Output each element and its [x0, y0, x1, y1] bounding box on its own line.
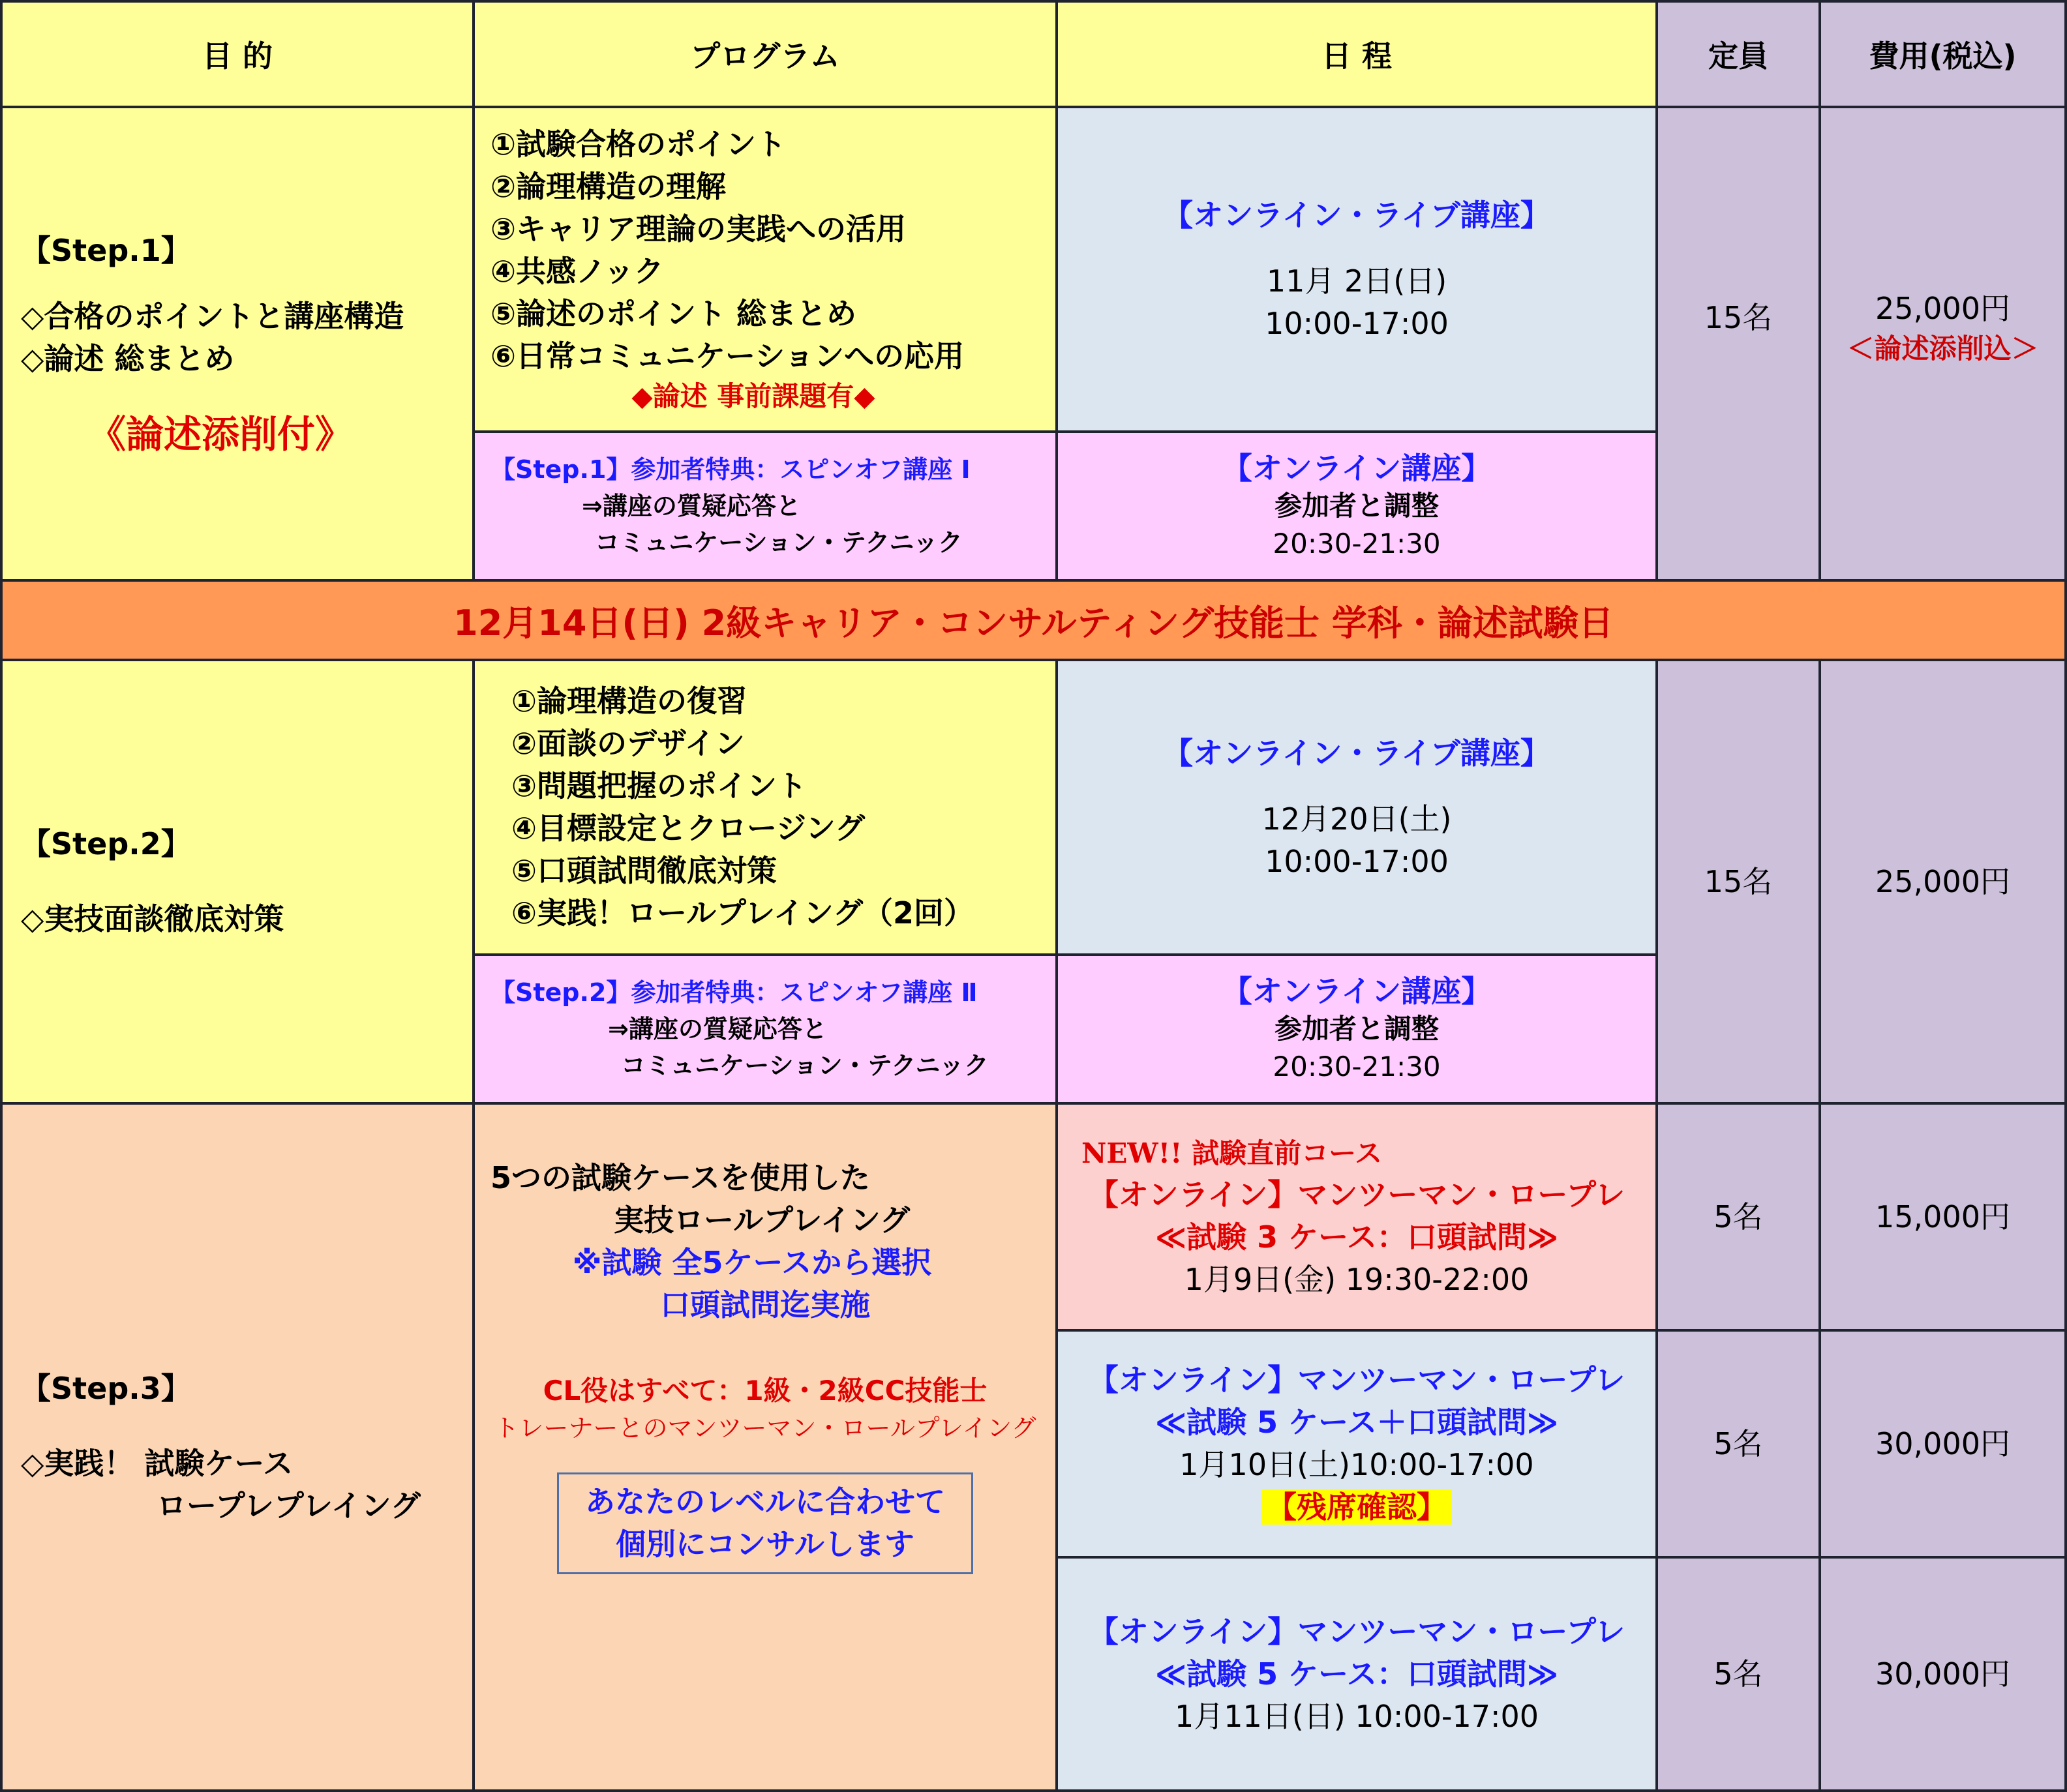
step1-purpose-cell [0, 106, 475, 582]
step3-session-3 [1055, 1556, 1658, 1792]
step3-purpose-cell [0, 1102, 475, 1792]
program-note: 口頭試問迄実施 [660, 1287, 870, 1322]
session-1-fee [1818, 1102, 2067, 1332]
step1-highlight: 《論述添削付》 [87, 411, 353, 456]
program-line: 実技ロールプレイング [613, 1202, 911, 1238]
step2-program-cell [472, 659, 1058, 956]
spinoff-title: 【Step.2】参加者特典：スピンオフ講座 Ⅱ [490, 978, 978, 1007]
program-item: ⑥日常コミュニケーションへの応用 [490, 338, 965, 374]
exam-date-banner [0, 579, 2067, 661]
step1-capacity [1655, 106, 1821, 582]
program-item: ⑤論述のポイント 総まとめ [490, 296, 856, 331]
header-program: プログラム [472, 0, 1058, 108]
step2-title: 【Step.2】 [21, 826, 191, 861]
spinoff-line: ⇒講座の質疑応答と [608, 1015, 827, 1043]
session-3-capacity [1655, 1556, 1821, 1792]
header-fee: 費用(税込) [1818, 0, 2067, 108]
spinoff-title: 【Step.1】参加者特典：スピンオフ講座 I [490, 455, 971, 484]
step1-fee [1818, 106, 2067, 582]
session-cases: ≪試験 5 ケース：口頭試問≫ [1154, 1656, 1559, 1692]
program-note: ◆論述 事前課題有◆ [631, 380, 875, 412]
step1-schedule-cell [1055, 106, 1658, 433]
capacity-value: 15名 [1704, 299, 1773, 335]
consult-line: あなたのレベルに合わせて [585, 1484, 945, 1519]
schedule-date: 11月 2日(日) [1266, 263, 1447, 299]
session-2-capacity [1655, 1329, 1821, 1559]
schedule-time: 10:00-17:00 [1265, 843, 1449, 879]
step3-session-2 [1055, 1329, 1658, 1559]
session-1-capacity [1655, 1102, 1821, 1332]
schedule-time: 10:00-17:00 [1265, 305, 1449, 341]
program-item: ③問題把握のポイント [511, 768, 807, 803]
session-type: 【オンライン】マンツーマン・ロープレ [1088, 1176, 1625, 1212]
cl-line: トレーナーとのマンツーマン・ロールプレイング [494, 1414, 1036, 1442]
program-item: ④共感ノック [490, 254, 664, 289]
capacity-value: 15名 [1704, 863, 1773, 899]
program-item: ⑤口頭試問徹底対策 [511, 853, 777, 888]
session-datetime: 1月10日(土)10:00-17:00 [1179, 1447, 1534, 1482]
header-schedule: 日 程 [1055, 0, 1658, 108]
capacity-value: 5名 [1713, 1199, 1763, 1234]
header-capacity: 定員 [1655, 0, 1821, 108]
program-line: 5つの試験ケースを使用した [490, 1160, 870, 1195]
spinoff-line: コミュニケーション・テクニック [595, 528, 963, 557]
new-badge: NEW!! 試験直前コース [1081, 1137, 1382, 1169]
step3-program-cell [472, 1102, 1058, 1792]
step2-capacity [1655, 659, 1821, 1105]
cl-line: CL役はすべて：1級・2級CC技能士 [543, 1375, 988, 1407]
step3-purpose-item: ロープレプレイング [157, 1487, 421, 1523]
exam-banner-text: 12月14日(日) 2級キャリア・コンサルティング技能士 学科・論述試験日 [453, 602, 1614, 644]
fee-value: 30,000円 [1875, 1656, 2010, 1692]
session-2-fee [1818, 1329, 2067, 1559]
step3-session-1 [1055, 1102, 1658, 1332]
spinoff-time: 20:30-21:30 [1273, 528, 1441, 560]
step2-spinoff-schedule-cell [1055, 953, 1658, 1105]
step2-purpose-cell [0, 659, 475, 1105]
step3-purpose-item: ◇実践！ 試験ケース [21, 1445, 294, 1481]
session-cases: ≪試験 3 ケース：口頭試問≫ [1154, 1219, 1559, 1255]
program-item: ①試験合格のポイント [490, 127, 786, 162]
fee-value: 25,000円 [1875, 290, 2010, 326]
step1-spinoff-program-cell [472, 430, 1058, 582]
step1-spinoff-schedule-cell [1055, 430, 1658, 582]
program-item: ②面談のデザイン [511, 726, 745, 761]
spinoff-date: 参加者と調整 [1274, 1013, 1439, 1045]
step1-purpose-item: ◇論述 総まとめ [21, 340, 235, 376]
capacity-value: 5名 [1713, 1426, 1763, 1461]
status-highlight: 【残席確認】 [1261, 1489, 1452, 1525]
program-item: ①論理構造の復習 [511, 683, 747, 719]
session-type: 【オンライン】マンツーマン・ロープレ [1088, 1613, 1625, 1649]
step1-program-cell [472, 106, 1058, 433]
spinoff-date: 参加者と調整 [1274, 490, 1439, 522]
header-purpose: 目 的 [0, 0, 475, 108]
session-3-fee [1818, 1556, 2067, 1792]
session-status [1261, 1486, 1452, 1529]
spinoff-time: 20:30-21:30 [1273, 1051, 1441, 1083]
step2-schedule-cell [1055, 659, 1658, 956]
capacity-value: 5名 [1713, 1656, 1763, 1692]
step1-purpose-item: ◇合格のポイントと講座構造 [21, 298, 404, 334]
step2-spinoff-program-cell [472, 953, 1058, 1105]
session-cases: ≪試験 5 ケース＋口頭試問≫ [1154, 1405, 1559, 1440]
step1-title: 【Step.1】 [21, 232, 191, 268]
fee-value: 25,000円 [1875, 863, 2010, 899]
program-item: ②論理構造の理解 [490, 169, 726, 204]
step3-title: 【Step.3】 [21, 1370, 191, 1406]
fee-value: 30,000円 [1875, 1426, 2010, 1461]
session-datetime: 1月11日(日) 10:00-17:00 [1174, 1698, 1539, 1734]
session-datetime: 1月9日(金) 19:30-22:00 [1184, 1261, 1530, 1297]
consult-box [557, 1472, 973, 1574]
session-type: 【オンライン】マンツーマン・ロープレ [1088, 1362, 1625, 1397]
spinoff-line: コミュニケーション・テクニック [621, 1051, 989, 1080]
program-item: ④目標設定とクロージング [511, 811, 865, 846]
program-note: ※試験 全5ケースから選択 [572, 1245, 932, 1280]
step2-purpose-item: ◇実技面談徹底対策 [21, 901, 284, 936]
spinoff-type: 【オンライン講座】 [1222, 974, 1492, 1009]
consult-line: 個別にコンサルします [616, 1527, 914, 1562]
fee-value: 15,000円 [1875, 1199, 2010, 1234]
schedule-type: 【オンライン・ライブ講座】 [1163, 735, 1550, 771]
step2-fee [1818, 659, 2067, 1105]
fee-note: ＜論述添削込＞ [1847, 332, 2039, 365]
schedule-type: 【オンライン・ライブ講座】 [1163, 197, 1550, 233]
schedule-date: 12月20日(土) [1261, 801, 1452, 837]
program-item: ⑥実践！ロールプレイング（2回） [511, 895, 974, 931]
program-item: ③キャリア理論の実践への活用 [490, 211, 906, 246]
spinoff-line: ⇒講座の質疑応答と [582, 492, 801, 520]
spinoff-type: 【オンライン講座】 [1222, 451, 1492, 486]
